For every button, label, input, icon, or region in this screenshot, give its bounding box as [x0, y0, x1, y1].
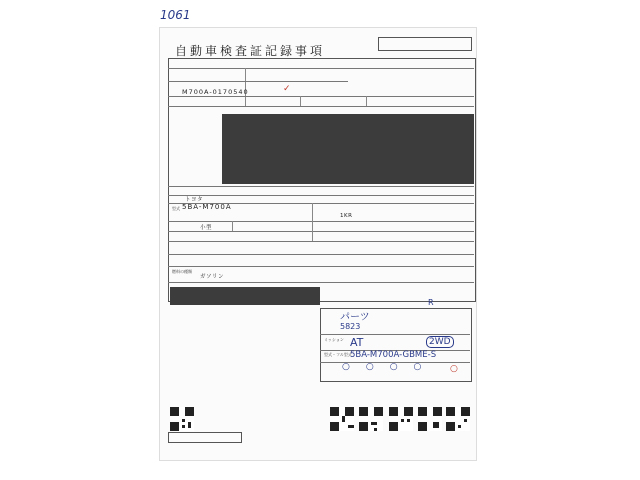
divider [312, 231, 313, 241]
check-mark: ✓ [283, 84, 291, 94]
parts-handwritten: パーツ [340, 312, 370, 323]
divider [245, 68, 246, 106]
divider [300, 96, 301, 106]
divider [168, 96, 474, 97]
fullmodel-handwritten: 5BA-M700A-GBME-S [350, 350, 437, 360]
divider [168, 231, 474, 232]
chassis-value: M700A-0170540 [182, 88, 249, 96]
divider [232, 221, 233, 231]
divider [168, 221, 474, 222]
divider [168, 81, 348, 82]
fullmodel-label: 型式・フル型式 [324, 352, 352, 357]
class-value: 小型 [200, 225, 213, 231]
mission-label: ミッション [324, 337, 344, 342]
model-value: 5BA-M700A [182, 203, 232, 211]
redacted-owner-info [222, 114, 474, 184]
divider [320, 334, 470, 335]
qr-code-2 [330, 407, 354, 431]
fuel-value: ガソリン [200, 274, 225, 280]
qr-code-1 [170, 407, 194, 431]
divider [168, 68, 474, 69]
divider [366, 96, 367, 106]
engine-value: 1KR [340, 213, 353, 219]
drive-handwritten: 2WD [426, 336, 454, 348]
parts-number-handwritten: 5823 [340, 322, 361, 331]
divider [168, 106, 474, 107]
qr-code-5 [418, 407, 442, 431]
extra-mark: ○ [450, 364, 458, 374]
qr-code-6 [446, 407, 470, 431]
make-value: トヨタ [185, 197, 204, 203]
top-right-box [378, 37, 472, 51]
divider [168, 195, 474, 196]
footer-id-box [168, 432, 242, 443]
divider [168, 254, 474, 255]
divider [168, 241, 474, 242]
redacted-remarks-header [170, 287, 320, 305]
qr-code-3 [359, 407, 383, 431]
handwritten-mark: R [428, 298, 434, 307]
document-title: 自動車検査証記録事項 [175, 44, 326, 58]
divider [168, 282, 474, 283]
qr-code-4 [389, 407, 413, 431]
divider [312, 203, 313, 221]
model-label: 型式 [172, 206, 180, 211]
transmission-handwritten: AT [350, 336, 364, 349]
divider [168, 266, 474, 267]
fuel-label: 燃料の種類 [172, 269, 192, 274]
divider [168, 186, 474, 187]
options-marks: ○○○○ [342, 362, 438, 372]
page-number-handwritten: 1061 [160, 8, 191, 22]
divider [312, 221, 313, 231]
